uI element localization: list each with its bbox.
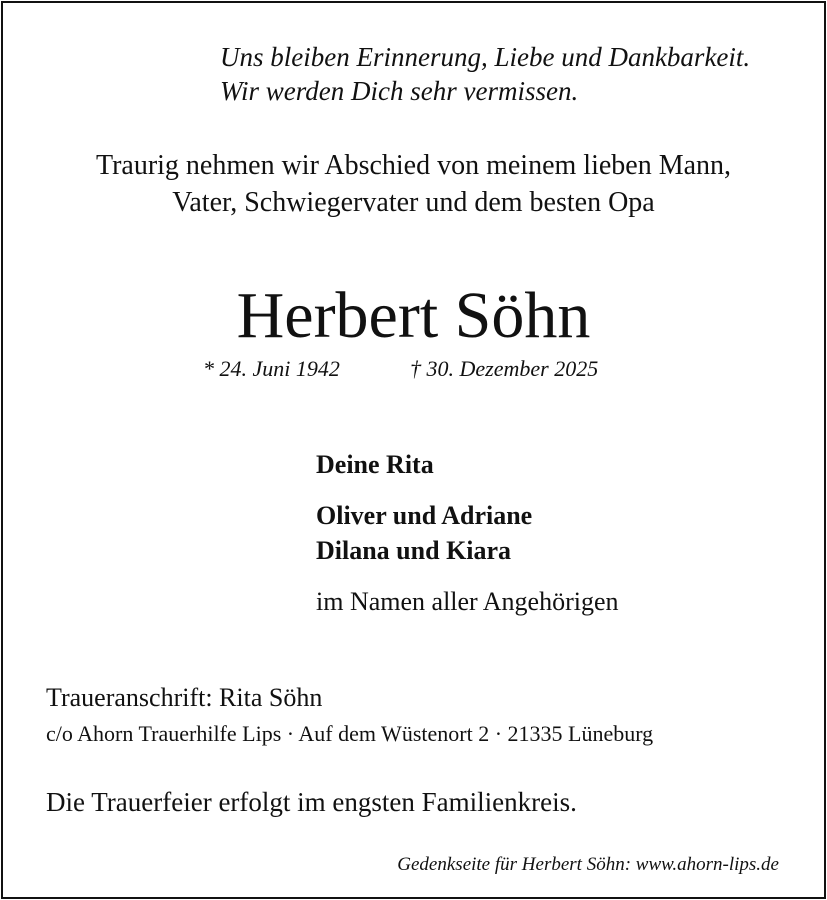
mourning-address-line: c/o Ahorn Trauerhilfe Lips · Auf dem Wüstenort 2 · 21335 Lüneburg [46,721,654,746]
farewell-intro [0,147,827,221]
memorial-quote [220,40,750,108]
mourning-address-title: Traueranschrift: Rita Söhn [46,683,323,712]
quote-line-2: Wir werden Dich sehr vermissen. [220,76,579,106]
mourner-children: Oliver und Adriane [316,501,533,530]
ceremony-note: Die Trauerfeier erfolgt im engsten Familienkreis. [46,787,577,817]
memorial-page-link: Gedenkseite für Herbert Söhn: www.ahorn-lips.de [397,854,779,875]
mourner-spouse: Deine Rita [316,450,434,479]
deceased-name: Herbert Söhn [236,279,591,352]
mourner-relatives: im Namen aller Angehörigen [316,587,619,616]
mourner-grandchildren: Dilana und Kiara [316,536,512,565]
intro-line-2: Vater, Schwiegervater und dem besten Opa [172,187,655,218]
birth-date: * 24. Juni 1942 [203,356,340,381]
quote-line-1: Uns bleiben Erinnerung, Liebe und Dankbarkeit. [220,42,751,72]
intro-line-1: Traurig nehmen wir Abschied von meinem lieben Mann, [95,150,732,181]
death-date: † 30. Dezember 2025 [410,356,599,381]
